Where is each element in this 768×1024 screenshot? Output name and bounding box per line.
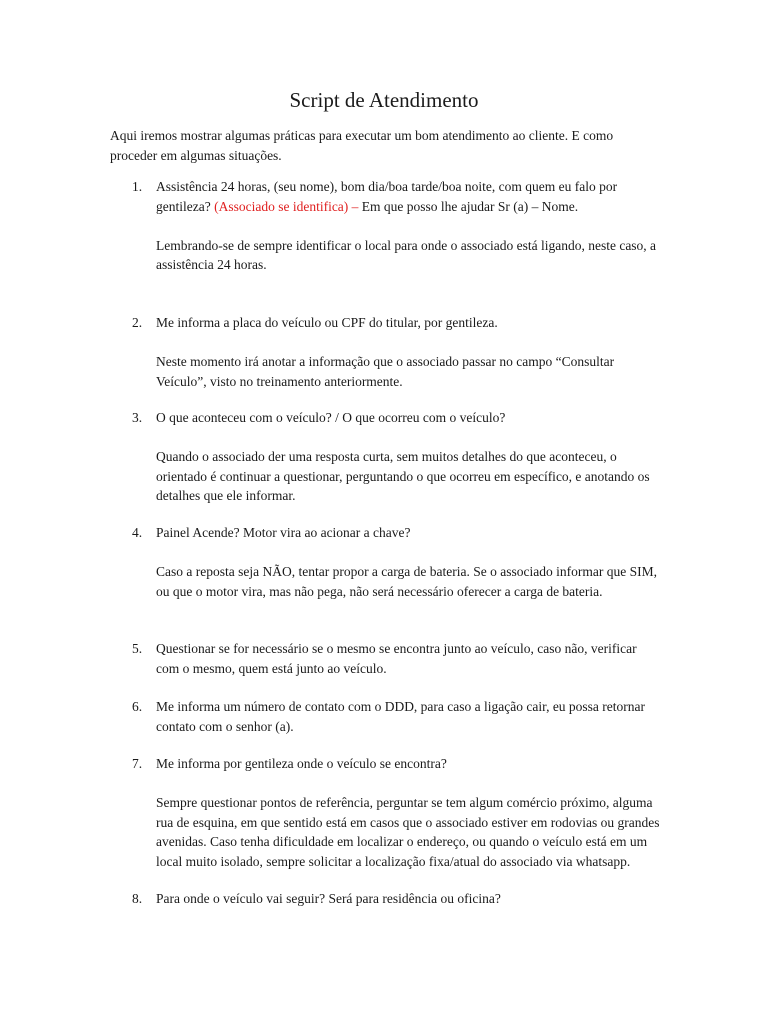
list-item-note: Quando o associado der uma resposta curta, sem muitos detalhes do que aconteceu, o orientado é continuar a questionar, perguntando o que ocorreu em específico, e anotando os detalhes que ele informar.: [156, 449, 650, 503]
list-item-text: Assistência 24 horas, (seu nome), bom dia/boa tarde/boa noite, com quem eu falo por gentileza? (Associado se identifica) – Em que posso lhe ajudar Sr (a) – Nome.: [156, 179, 618, 214]
list-item: [132, 177, 662, 275]
list-item-text: Me informa a placa do veículo ou CPF do titular, por gentileza.: [156, 315, 498, 330]
list-item-number: 1.: [132, 179, 143, 194]
list-item: [132, 889, 662, 909]
list-item-note: Sempre questionar pontos de referência, perguntar se tem algum comércio próximo, alguma rua de esquina, em que sentido está em casos que o associado estiver em rodovias ou grandes avenidas. Caso tenha dificuldade em localizar o endereço, ou quando o veículo está em um local muito isolado, sempre solicitar a localização fixa/atual do associado via whatsapp.: [156, 795, 660, 869]
list-item-number: 7.: [132, 756, 143, 771]
list-item-number: 4.: [132, 525, 143, 540]
list-item-text: O que aconteceu com o veículo? / O que ocorreu com o veículo?: [156, 410, 506, 425]
document-title: Script de Atendimento: [289, 88, 479, 112]
list-item: [132, 313, 662, 391]
list-item: [132, 697, 662, 736]
list-item: [132, 639, 662, 678]
list-item: [132, 408, 662, 506]
list-item-number: 2.: [132, 315, 143, 330]
list-item-text: Questionar se for necessário se o mesmo se encontra junto ao veículo, caso não, verificar com o mesmo, quem está junto ao veículo.: [156, 641, 637, 676]
list-item-text: Me informa um número de contato com o DDD, para caso a ligação cair, eu possa retornar contato com o senhor (a).: [156, 699, 646, 734]
list-item: [132, 523, 662, 601]
list-item-note: Caso a reposta seja NÃO, tentar propor a carga de bateria. Se o associado informar que SIM, ou que o motor vira, mas não pega, não será necessário oferecer a carga de bateria.: [156, 564, 657, 599]
intro-paragraph: Aqui iremos mostrar algumas práticas para executar um bom atendimento ao cliente. E como proceder em algumas situações.: [110, 128, 614, 163]
list-item-text: Para onde o veículo vai seguir? Será para residência ou oficina?: [156, 891, 501, 906]
list-item-number: 8.: [132, 891, 143, 906]
list-item-number: 3.: [132, 410, 143, 425]
list-item: [132, 754, 662, 871]
list-item-note: Neste momento irá anotar a informação que o associado passar no campo “Consultar Veículo”, visto no treinamento anteriormente.: [156, 354, 615, 389]
list-item-text: Painel Acende? Motor vira ao acionar a chave?: [156, 525, 411, 540]
list-item-number: 6.: [132, 699, 143, 714]
list-item-note: Lembrando-se de sempre identificar o local para onde o associado está ligando, neste caso, a assistência 24 horas.: [156, 237, 657, 272]
list-item-number: 5.: [132, 641, 143, 656]
highlight-text: (Associado se identifica) –: [214, 198, 359, 214]
list-item-text: Me informa por gentileza onde o veículo se encontra?: [156, 756, 447, 771]
